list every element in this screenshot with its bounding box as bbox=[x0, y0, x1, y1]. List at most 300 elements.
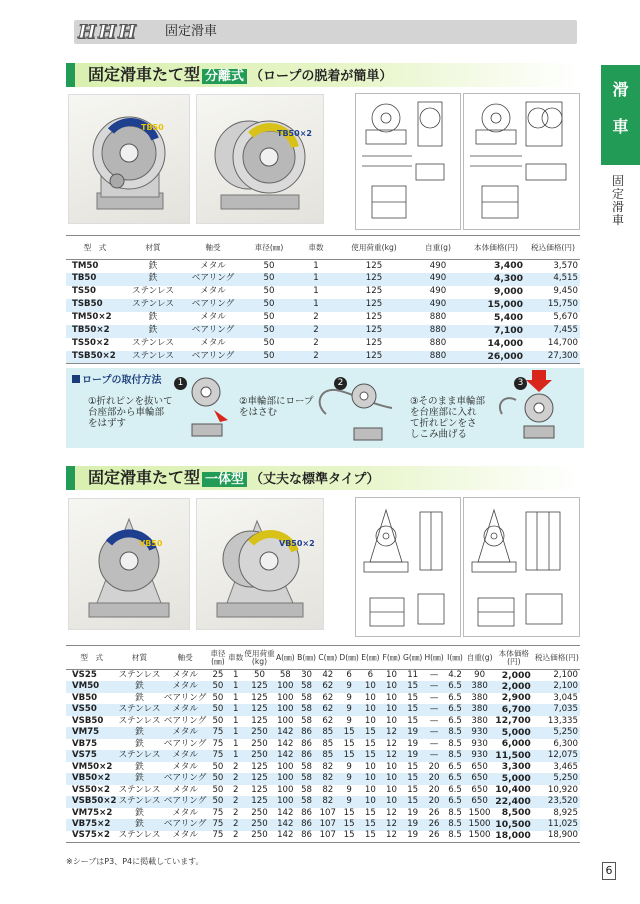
table2-cell: 58 bbox=[301, 715, 312, 726]
table2-row bbox=[66, 750, 580, 762]
table2-cell: 10 bbox=[364, 692, 376, 703]
table2-row bbox=[66, 831, 580, 843]
table2-cell: 2 bbox=[233, 807, 239, 818]
table2-cell: 650 bbox=[465, 796, 494, 808]
table2-cell: VB75×2 bbox=[66, 819, 118, 831]
table2-cell: 50 bbox=[212, 715, 224, 726]
table1-cell: 490 bbox=[410, 273, 466, 286]
table2-cell: 20 bbox=[428, 784, 440, 795]
table2-cell: 10 bbox=[364, 761, 376, 772]
table1-cell: 27,300 bbox=[526, 351, 580, 364]
table2-cell: 15 bbox=[360, 750, 381, 762]
table2-cell: 12,075 bbox=[534, 750, 580, 762]
table2-row bbox=[66, 785, 580, 797]
table2-cell: 86 bbox=[301, 738, 312, 749]
table1-cell: ベアリング bbox=[182, 351, 244, 364]
table1-cell: 26,000 bbox=[466, 351, 526, 364]
table2-header-cell: 自重(g) bbox=[465, 646, 494, 670]
step1-line: をはずす bbox=[88, 418, 127, 429]
table1-cell: ステンレス bbox=[132, 286, 174, 297]
table2-cell: 9 bbox=[338, 796, 359, 808]
footnote: ※シーブはP3、P4に掲載しています。 bbox=[66, 857, 204, 866]
table1-cell: 2 bbox=[294, 325, 338, 338]
section2-note: （丈夫な標準タイプ） bbox=[250, 472, 380, 487]
table1-header-cell: 型 式 bbox=[66, 236, 124, 260]
table2-cell: 2 bbox=[227, 773, 244, 785]
table2-cell: 62 bbox=[322, 715, 334, 726]
table2-cell: 5,000 bbox=[494, 773, 534, 785]
table2-cell: 12,700 bbox=[495, 715, 531, 727]
technical-drawing-4 bbox=[464, 498, 579, 636]
section1-title bbox=[88, 63, 392, 89]
table2-cell: 86 bbox=[301, 807, 312, 818]
table2-cell: 8.5 bbox=[448, 738, 462, 749]
table1-cell: 880 bbox=[410, 325, 466, 338]
table1-cell: ベアリング bbox=[182, 273, 244, 286]
table2-cell: — bbox=[423, 681, 444, 693]
table1-cell: 125 bbox=[365, 286, 383, 297]
table2-header-cell: 型 式 bbox=[66, 646, 118, 670]
table2-header-cell: 使用荷重(kg) bbox=[244, 646, 274, 670]
table2-header-cell: 税込価格(円) bbox=[534, 646, 580, 670]
table2-cell: 6.5 bbox=[448, 761, 462, 772]
table2-cell: ベアリング bbox=[163, 692, 207, 703]
step1-text bbox=[88, 396, 173, 429]
table2-cell: 10,400 bbox=[495, 784, 531, 796]
table2-cell: 125 bbox=[251, 715, 268, 726]
table1-cell: メタル bbox=[200, 312, 226, 323]
table2-cell: ステンレス bbox=[118, 830, 161, 841]
table1-cell: 5,670 bbox=[553, 312, 578, 323]
table2-cell: 125 bbox=[251, 761, 268, 772]
table1-cell: メタル bbox=[200, 286, 226, 297]
section2-marker bbox=[66, 466, 75, 490]
table2-cell: VM75×2 bbox=[72, 807, 113, 818]
table2-cell: 15 bbox=[338, 750, 359, 762]
table2-cell: VS75×2 bbox=[66, 831, 118, 843]
table2-cell: 12 bbox=[381, 831, 402, 843]
table2-cell: VB75 bbox=[72, 738, 98, 749]
table1-cell: 15,000 bbox=[466, 299, 526, 312]
table2-cell: 100 bbox=[275, 796, 296, 808]
table2-cell: メタル bbox=[172, 761, 198, 772]
table2-header-cell: F(㎜) bbox=[381, 646, 402, 670]
table2-cell: 85 bbox=[317, 727, 338, 739]
table1-cell: 880 bbox=[410, 351, 466, 364]
table2-cell: ベアリング bbox=[162, 796, 209, 808]
category-tab-char2: 車 bbox=[612, 117, 629, 136]
step1-number: 1 bbox=[174, 377, 187, 390]
table1-cell: 50 bbox=[244, 273, 294, 286]
table2-cell: 10 bbox=[386, 669, 397, 680]
table2-cell: 12 bbox=[381, 750, 402, 762]
table1-cell: ステンレス bbox=[124, 351, 182, 364]
table1-cell: ステンレス bbox=[132, 338, 174, 349]
table2-cell: メタル bbox=[162, 704, 209, 716]
table1-header-cell: 自重(g) bbox=[410, 236, 466, 260]
table2-row bbox=[66, 796, 580, 808]
table2-cell: 10 bbox=[381, 681, 402, 693]
step2-line: ②車輪部にロープ bbox=[239, 396, 314, 407]
table2-cell: 2 bbox=[227, 819, 244, 831]
table2-cell: 58 bbox=[279, 669, 291, 680]
table2-cell: 15 bbox=[407, 715, 419, 726]
table2-cell: VS75 bbox=[66, 750, 118, 762]
table2-cell: 10 bbox=[386, 761, 397, 772]
table1-row bbox=[66, 260, 580, 273]
table1-cell: 50 bbox=[244, 351, 294, 364]
table1-cell: 2 bbox=[313, 312, 319, 323]
table1-cell: 7,100 bbox=[466, 325, 526, 338]
table2-cell: 82 bbox=[317, 773, 338, 785]
table2-cell: 鉄 bbox=[118, 819, 162, 831]
table2-cell: 11,025 bbox=[534, 819, 580, 831]
table1-cell: ベアリング bbox=[182, 299, 244, 312]
brand-logo: HHH bbox=[78, 21, 138, 43]
pulley-double-illustration bbox=[197, 95, 323, 223]
spec-table-separate bbox=[66, 235, 580, 364]
table2-cell: 15 bbox=[343, 738, 355, 749]
table2-cell: ステンレス bbox=[118, 796, 161, 807]
table2-row bbox=[66, 693, 580, 705]
table2-cell: — bbox=[429, 669, 439, 680]
table1-cell: 2 bbox=[313, 338, 319, 349]
table1-cell: 1 bbox=[294, 273, 338, 286]
table2-cell: 82 bbox=[322, 784, 334, 795]
step2-rope-illustration bbox=[310, 374, 394, 448]
table2-cell: — bbox=[423, 704, 444, 716]
table1-cell: 490 bbox=[429, 286, 447, 297]
table1-header-cell: 使用荷重(kg) bbox=[338, 236, 410, 260]
table2-cell: 58 bbox=[296, 681, 317, 693]
table2-cell: 58 bbox=[301, 761, 312, 772]
table1-cell: TSB50 bbox=[66, 299, 124, 312]
table2-cell: 9 bbox=[346, 692, 352, 703]
table1-cell: 125 bbox=[365, 338, 383, 349]
table1-cell: 1 bbox=[294, 299, 338, 312]
table2-cell: 2,000 bbox=[501, 669, 531, 681]
table2-cell: 85 bbox=[322, 738, 334, 749]
table2-cell: 125 bbox=[244, 681, 274, 693]
table2-cell: 12 bbox=[386, 738, 397, 749]
table2-header-cell: 軸受 bbox=[162, 646, 209, 670]
product-photo-tb50 bbox=[68, 94, 190, 224]
table2-cell: 650 bbox=[465, 773, 494, 785]
table2-cell: 250 bbox=[244, 727, 274, 739]
table1-header-cell: 税込価格(円) bbox=[526, 236, 580, 260]
table2-cell: 2,100 bbox=[534, 681, 580, 693]
table2-cell: 15 bbox=[364, 807, 376, 818]
table2-cell: 19 bbox=[402, 831, 423, 843]
table2-cell: 8,925 bbox=[553, 807, 578, 818]
table1-cell: 4,300 bbox=[466, 273, 526, 286]
table2-cell: 15 bbox=[402, 704, 423, 716]
table2-row bbox=[66, 716, 580, 728]
table2-cell: 5,000 bbox=[494, 727, 534, 739]
table2-cell: VS25 bbox=[72, 669, 97, 680]
table2-cell: 100 bbox=[277, 715, 294, 726]
table2-cell: 6.5 bbox=[448, 715, 462, 726]
table2-cell: VSB50×2 bbox=[66, 796, 118, 808]
photo1-label: TB50 bbox=[141, 123, 164, 132]
pulley-single-illustration bbox=[69, 95, 189, 223]
table2-row bbox=[66, 727, 580, 739]
table1-cell: 14,700 bbox=[547, 338, 578, 349]
table2-cell: 5,250 bbox=[534, 727, 580, 739]
table2-cell: 250 bbox=[244, 819, 274, 831]
table2-cell: 6.5 bbox=[448, 692, 462, 703]
table1-cell: TS50×2 bbox=[72, 338, 110, 349]
table1-cell: 880 bbox=[429, 312, 447, 323]
table1-header-cell: 車数 bbox=[294, 236, 338, 260]
table2-cell: 142 bbox=[275, 819, 296, 831]
pulley-fixed-double-illustration bbox=[197, 499, 323, 629]
table2-cell: ステンレス bbox=[118, 704, 161, 715]
table1-cell: 1 bbox=[313, 260, 319, 271]
table2-cell: 10 bbox=[364, 715, 376, 726]
table2-cell: 62 bbox=[317, 704, 338, 716]
table2-cell: 18,000 bbox=[494, 831, 534, 843]
table2-cell: 8.5 bbox=[445, 750, 466, 762]
table2-cell: VS50×2 bbox=[72, 784, 110, 795]
technical-drawing-2 bbox=[464, 94, 579, 229]
section1-title-text: 固定滑車たて型 bbox=[88, 65, 201, 84]
table2-cell: 1 bbox=[233, 715, 239, 726]
table2-cell: 5,250 bbox=[534, 773, 580, 785]
table2-cell: 15 bbox=[402, 681, 423, 693]
table2-cell: 26 bbox=[423, 819, 444, 831]
table1-cell: 125 bbox=[365, 260, 383, 271]
table2-cell: — bbox=[429, 692, 439, 703]
step3-line: て折れピンをさ bbox=[410, 418, 477, 429]
table1-cell: 9,450 bbox=[553, 286, 578, 297]
table2-cell: ステンレス bbox=[118, 750, 161, 761]
table2-cell: 20 bbox=[423, 796, 444, 808]
table2-cell: 26 bbox=[423, 831, 444, 843]
table2-row bbox=[66, 739, 580, 751]
table2-cell: 82 bbox=[322, 761, 334, 772]
table2-cell: 10 bbox=[360, 681, 381, 693]
table2-cell: メタル bbox=[162, 831, 209, 843]
section1-badge: 分離式 bbox=[202, 69, 247, 84]
table2-cell: 6,700 bbox=[494, 704, 534, 716]
table1-cell: 125 bbox=[365, 312, 383, 323]
table2-cell: 15 bbox=[402, 773, 423, 785]
table1-cell: ベアリング bbox=[182, 325, 244, 338]
table1-cell: 9,000 bbox=[493, 286, 523, 298]
table2-cell: 50 bbox=[209, 681, 228, 693]
table2-cell: ベアリング bbox=[162, 819, 209, 831]
table2-cell: 6.5 bbox=[445, 681, 466, 693]
table2-cell: 2 bbox=[227, 796, 244, 808]
table2-cell: 42 bbox=[322, 669, 334, 680]
table2-cell: 20 bbox=[423, 773, 444, 785]
table2-cell: 26 bbox=[428, 807, 440, 818]
table1-header-row bbox=[66, 236, 580, 260]
table2-cell: メタル bbox=[162, 727, 209, 739]
header-bar bbox=[74, 20, 577, 44]
table2-cell: VSB50 bbox=[72, 715, 104, 726]
table1-cell: 3,570 bbox=[553, 260, 578, 271]
photo4-label: VB50×2 bbox=[279, 539, 315, 548]
table2-cell: 6.5 bbox=[445, 773, 466, 785]
table1-cell: メタル bbox=[200, 338, 226, 349]
step3-line: を台座部に入れ bbox=[410, 407, 477, 418]
step2-line: をはさむ bbox=[239, 407, 278, 418]
table2-cell: 107 bbox=[319, 807, 336, 818]
table1-cell: 125 bbox=[338, 325, 410, 338]
table2-cell: 86 bbox=[296, 819, 317, 831]
table2-cell: 1500 bbox=[465, 831, 494, 843]
table2-cell: 125 bbox=[251, 692, 268, 703]
table1-row bbox=[66, 338, 580, 351]
table2-cell: 19 bbox=[402, 750, 423, 762]
rope-method-title bbox=[72, 371, 162, 386]
table1-cell: 14,000 bbox=[487, 338, 523, 350]
table1-cell: 4,515 bbox=[526, 273, 580, 286]
table2-cell: 75 bbox=[209, 727, 228, 739]
table1-header-cell: 軸受 bbox=[182, 236, 244, 260]
table2-cell: 25 bbox=[212, 669, 224, 680]
photo3-label: VB50 bbox=[139, 539, 163, 548]
table2-header-cell: B(㎜) bbox=[296, 646, 317, 670]
table2-cell: 1 bbox=[233, 692, 239, 703]
table1-cell: TS50 bbox=[72, 286, 97, 297]
table2-cell: 100 bbox=[275, 773, 296, 785]
table2-row bbox=[66, 773, 580, 785]
table1-cell: 鉄 bbox=[148, 312, 158, 323]
table1-cell: 3,400 bbox=[493, 260, 523, 272]
table2-header-cell: A(㎜) bbox=[275, 646, 296, 670]
table2-cell: 1 bbox=[227, 727, 244, 739]
table2-cell: — bbox=[429, 715, 439, 726]
spec-table-fixed bbox=[66, 645, 580, 843]
table2-cell: 250 bbox=[251, 738, 268, 749]
table1-cell: TM50 bbox=[72, 260, 99, 271]
table2-cell: 62 bbox=[322, 692, 334, 703]
table2-cell: 8.5 bbox=[448, 807, 462, 818]
table2-cell: 125 bbox=[244, 773, 274, 785]
table2-cell: 6,300 bbox=[553, 738, 578, 749]
table2-cell: 15 bbox=[338, 819, 359, 831]
table2-cell: 鉄 bbox=[118, 773, 162, 785]
drawing-single-fixed bbox=[355, 497, 461, 637]
table2-cell: 1 bbox=[227, 681, 244, 693]
table2-cell: VB50 bbox=[72, 692, 98, 703]
table1-cell: 1 bbox=[313, 286, 319, 297]
table1-cell: 50 bbox=[263, 312, 275, 323]
table2-cell: メタル bbox=[172, 807, 198, 818]
table2-cell: 鉄 bbox=[135, 761, 144, 772]
table1-cell: 490 bbox=[410, 299, 466, 312]
table2-cell: 15 bbox=[338, 831, 359, 843]
table2-cell: 12 bbox=[386, 807, 397, 818]
table2-row bbox=[66, 704, 580, 716]
table2-cell: 10 bbox=[386, 715, 397, 726]
table2-cell: 19 bbox=[402, 819, 423, 831]
table2-cell: 22,400 bbox=[494, 796, 534, 808]
table2-cell: 75 bbox=[209, 750, 228, 762]
table1-cell: 125 bbox=[338, 351, 410, 364]
table2-cell: 鉄 bbox=[135, 807, 144, 818]
table2-cell: ベアリング bbox=[163, 738, 207, 749]
table1-cell: 5,400 bbox=[493, 312, 523, 324]
table2-cell: 100 bbox=[275, 681, 296, 693]
table2-cell: 62 bbox=[317, 681, 338, 693]
table1-header-cell: 本体価格(円) bbox=[466, 236, 526, 260]
table2-cell: メタル bbox=[172, 669, 198, 680]
table1-cell: 15,750 bbox=[526, 299, 580, 312]
table2-cell: ステンレス bbox=[118, 669, 161, 680]
drawing-single-separate bbox=[355, 93, 461, 230]
table2-header-cell: H(㎜) bbox=[423, 646, 444, 670]
table2-cell: 142 bbox=[275, 831, 296, 843]
product-photo-vb50x2 bbox=[196, 498, 324, 630]
table2-cell: VM50 bbox=[66, 681, 118, 693]
table2-cell: 10,500 bbox=[494, 819, 534, 831]
table2-cell: 86 bbox=[296, 831, 317, 843]
table1-cell: 50 bbox=[263, 338, 275, 349]
drawing-double-separate bbox=[463, 93, 580, 230]
table2-cell: 1500 bbox=[465, 819, 494, 831]
table2-cell: 142 bbox=[277, 807, 294, 818]
table2-header-cell: E(㎜) bbox=[360, 646, 381, 670]
table1-row bbox=[66, 325, 580, 338]
photo2-label: TB50×2 bbox=[277, 129, 312, 138]
table2-header-cell: 本体価格(円) bbox=[494, 646, 534, 670]
step1-pulley-illustration bbox=[184, 370, 234, 446]
page-title: 固定滑車 bbox=[165, 24, 218, 39]
table2-cell: 9 bbox=[338, 704, 359, 716]
table2-cell: 15 bbox=[402, 796, 423, 808]
table2-cell: 15 bbox=[407, 784, 419, 795]
table1-cell: TM50×2 bbox=[72, 312, 112, 323]
table2-cell: 1 bbox=[227, 750, 244, 762]
table2-cell: 650 bbox=[471, 761, 488, 772]
table2-cell: 142 bbox=[275, 727, 296, 739]
table2-cell: 58 bbox=[296, 773, 317, 785]
table2-cell: 6,000 bbox=[501, 738, 531, 750]
table2-cell: 75 bbox=[209, 831, 228, 843]
table2-cell: 10 bbox=[364, 784, 376, 795]
table2-row bbox=[66, 819, 580, 831]
table2-cell: 6 bbox=[367, 669, 374, 680]
table2-cell: 930 bbox=[471, 738, 488, 749]
table2-cell: 107 bbox=[317, 819, 338, 831]
table2-cell: 100 bbox=[275, 704, 296, 716]
table2-cell: 2,900 bbox=[501, 692, 531, 704]
step3-assembly-illustration bbox=[494, 370, 564, 446]
table2-cell: 9 bbox=[338, 681, 359, 693]
table1-cell: 鉄 bbox=[148, 260, 158, 271]
table2-row bbox=[66, 670, 580, 682]
table2-cell: 30 bbox=[301, 669, 312, 680]
table2-cell: 100 bbox=[277, 692, 294, 703]
table2-cell: 12 bbox=[381, 819, 402, 831]
table2-cell: 1500 bbox=[468, 807, 491, 818]
table2-cell: VS50 bbox=[66, 704, 118, 716]
table2-cell: 12 bbox=[381, 727, 402, 739]
table1-cell: ステンレス bbox=[124, 299, 182, 312]
step3-number: 3 bbox=[514, 377, 527, 390]
table1-row bbox=[66, 312, 580, 325]
table1-cell: 880 bbox=[429, 338, 447, 349]
table2-cell: 15 bbox=[407, 761, 419, 772]
table2-cell: 15 bbox=[360, 727, 381, 739]
table2-cell: メタル bbox=[172, 784, 198, 795]
table2-cell: 250 bbox=[244, 831, 274, 843]
section2-badge: 一体型 bbox=[202, 472, 247, 487]
